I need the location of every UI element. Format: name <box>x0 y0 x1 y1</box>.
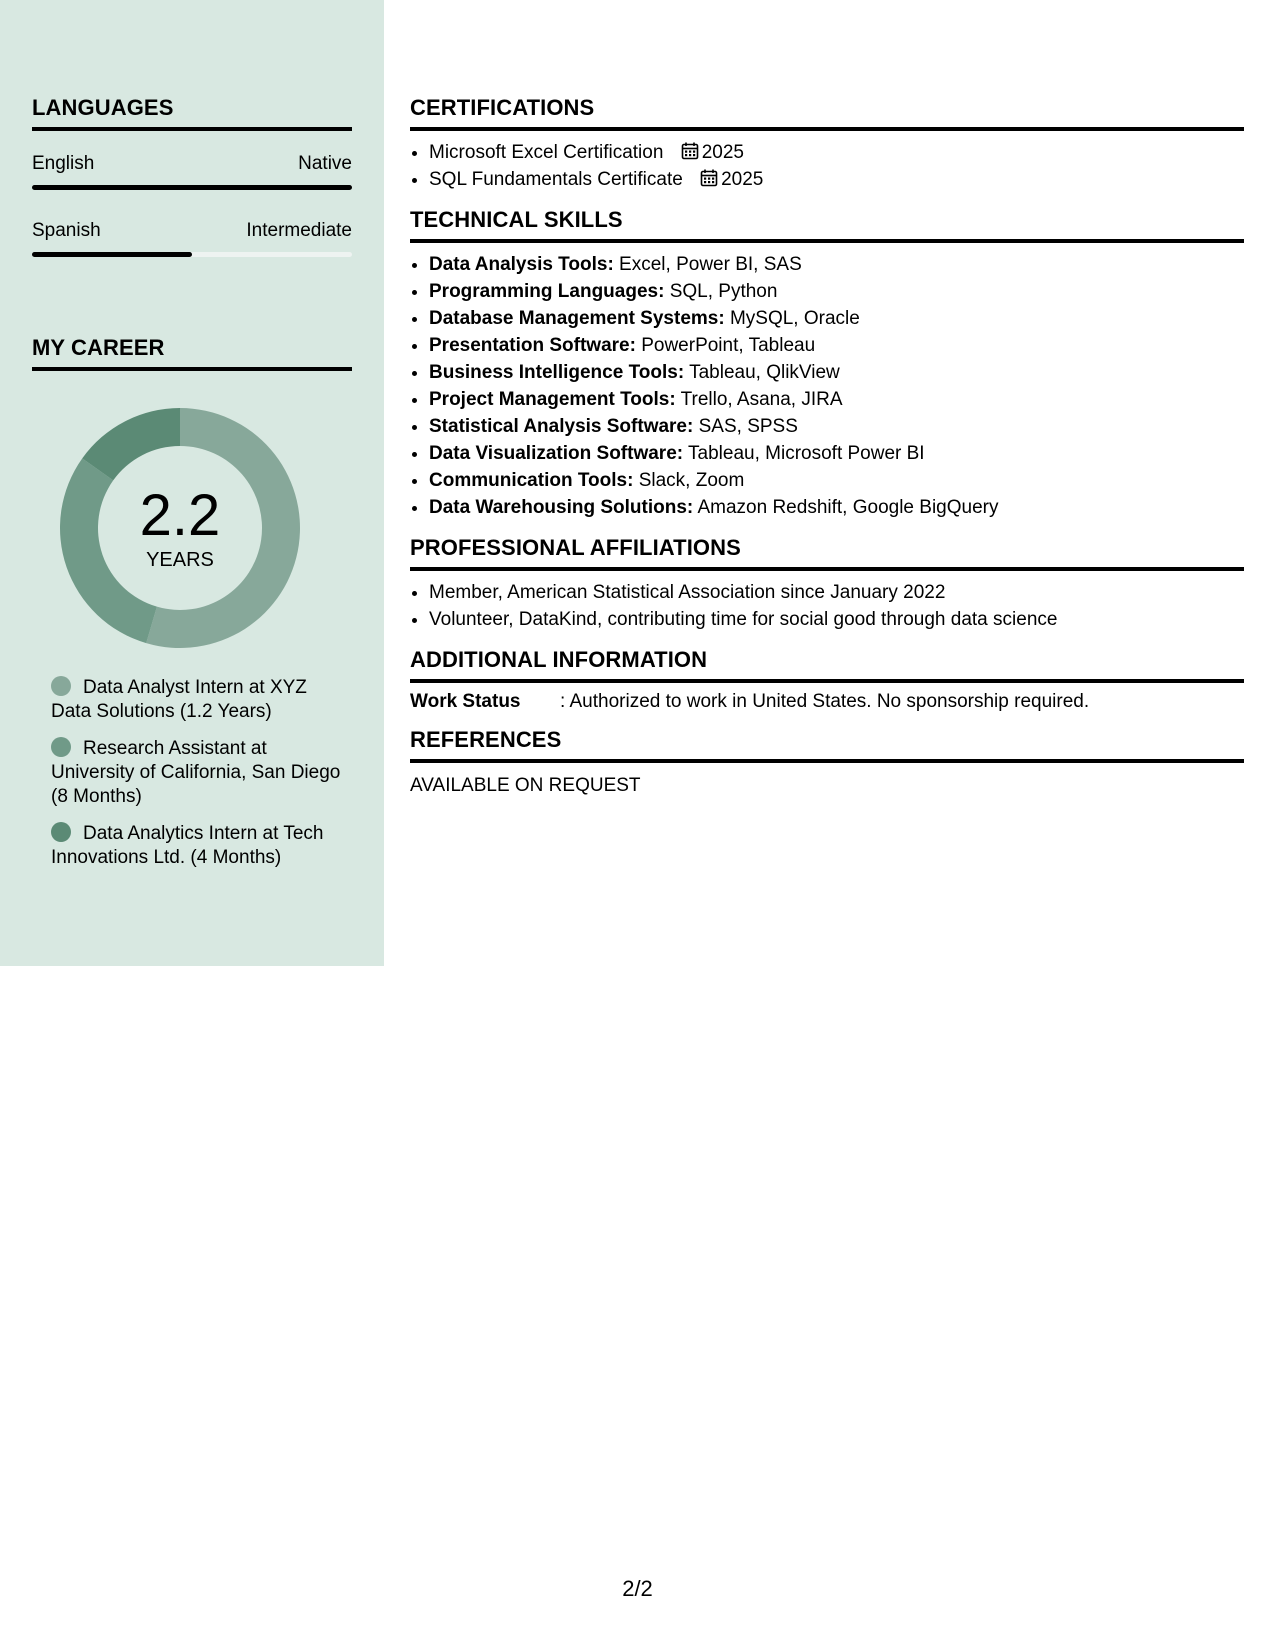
skill-values: Slack, Zoom <box>633 470 745 491</box>
list-item <box>429 251 1244 278</box>
career-legend <box>51 676 341 883</box>
sidebar <box>0 0 384 966</box>
legend-dot-icon <box>51 822 71 842</box>
work-status-value: : Authorized to work in United States. No sponsorship required. <box>560 691 1090 712</box>
certifications-list <box>410 139 1244 193</box>
certification-year: 2025 <box>721 169 764 190</box>
skill-category: Data Analysis Tools: <box>429 254 614 275</box>
references-title: REFERENCES <box>410 727 1244 763</box>
skill-values: Tableau, Microsoft Power BI <box>683 443 925 464</box>
list-item <box>429 440 1244 467</box>
career-section <box>32 335 352 371</box>
certification-name: Microsoft Excel Certification <box>429 142 664 163</box>
affiliations-list <box>410 579 1244 633</box>
work-status-label: Work Status <box>410 691 521 712</box>
list-item <box>429 139 1244 166</box>
career-total-value: 2.2 <box>139 482 221 548</box>
skill-category: Data Warehousing Solutions: <box>429 497 694 518</box>
skill-category: Data Visualization Software: <box>429 443 684 464</box>
certifications-section <box>410 95 1244 193</box>
career-legend-item <box>51 676 341 724</box>
skill-values: Amazon Redshift, Google BigQuery <box>693 497 999 518</box>
certification-year: 2025 <box>701 142 744 163</box>
list-item <box>429 413 1244 440</box>
skill-values: Excel, Power BI, SAS <box>613 254 802 275</box>
skill-category: Database Management Systems: <box>429 308 725 329</box>
list-item <box>429 494 1244 521</box>
list-item <box>429 359 1244 386</box>
career-legend-label: Data Analytics Intern at Tech Innovations Ltd. (4 Months) <box>51 823 324 868</box>
skill-values: PowerPoint, Tableau <box>635 335 816 356</box>
languages-section <box>32 95 352 257</box>
language-proficiency-bar <box>32 185 352 190</box>
list-item <box>429 386 1244 413</box>
career-title: MY CAREER <box>32 335 352 371</box>
language-level: Intermediate <box>246 220 352 241</box>
language-proficiency-fill <box>32 252 192 257</box>
certifications-title: CERTIFICATIONS <box>410 95 1244 131</box>
skill-values: Trello, Asana, JIRA <box>675 389 843 410</box>
career-legend-item <box>51 737 341 809</box>
career-donut-chart <box>60 408 300 648</box>
references-text: AVAILABLE ON REQUEST <box>410 775 641 796</box>
languages-title: LANGUAGES <box>32 95 352 131</box>
skill-values: MySQL, Oracle <box>724 308 860 329</box>
skill-category: Statistical Analysis Software: <box>429 416 694 437</box>
calendar-icon <box>700 169 718 187</box>
career-legend-label: Data Analyst Intern at XYZ Data Solutions (1.2 Years) <box>51 677 307 722</box>
career-total-unit: YEARS <box>146 548 214 571</box>
list-item <box>429 467 1244 494</box>
skill-category: Project Management Tools: <box>429 389 676 410</box>
skill-category: Business Intelligence Tools: <box>429 362 685 383</box>
language-proficiency-bar <box>32 252 352 257</box>
technical-skills-section <box>410 207 1244 521</box>
work-status-row <box>410 691 1244 713</box>
legend-dot-icon <box>51 676 71 696</box>
list-item <box>429 278 1244 305</box>
list-item <box>429 166 1244 193</box>
references-section <box>410 727 1244 797</box>
career-legend-item <box>51 822 341 870</box>
main-content <box>410 95 1244 811</box>
technical-skills-list <box>410 251 1244 521</box>
affiliations-title: PROFESSIONAL AFFILIATIONS <box>410 535 1244 571</box>
skill-category: Programming Languages: <box>429 281 665 302</box>
language-level: Native <box>298 153 352 174</box>
skill-values: SAS, SPSS <box>693 416 798 437</box>
career-legend-label: Research Assistant at University of California, San Diego (8 Months) <box>51 738 341 807</box>
skill-values: SQL, Python <box>664 281 778 302</box>
language-item-english <box>32 153 352 190</box>
list-item <box>429 305 1244 332</box>
page-number: 2/2 <box>622 1576 653 1601</box>
language-name: Spanish <box>32 220 101 241</box>
certification-name: SQL Fundamentals Certificate <box>429 169 683 190</box>
calendar-icon <box>681 142 699 160</box>
language-proficiency-fill <box>32 185 352 190</box>
language-item-spanish <box>32 220 352 257</box>
additional-info-section <box>410 647 1244 713</box>
language-name: English <box>32 153 95 174</box>
technical-skills-title: TECHNICAL SKILLS <box>410 207 1244 243</box>
affiliations-section <box>410 535 1244 633</box>
legend-dot-icon <box>51 737 71 757</box>
additional-info-title: ADDITIONAL INFORMATION <box>410 647 1244 683</box>
skill-category: Presentation Software: <box>429 335 636 356</box>
donut-center <box>60 408 300 648</box>
list-item: • Volunteer, DataKind, contributing time for social good through data science <box>429 606 1244 633</box>
list-item: • Member, American Statistical Association since January 2022 <box>429 579 1244 606</box>
skill-category: Communication Tools: <box>429 470 634 491</box>
skill-values: Tableau, QlikView <box>684 362 840 383</box>
list-item <box>429 332 1244 359</box>
